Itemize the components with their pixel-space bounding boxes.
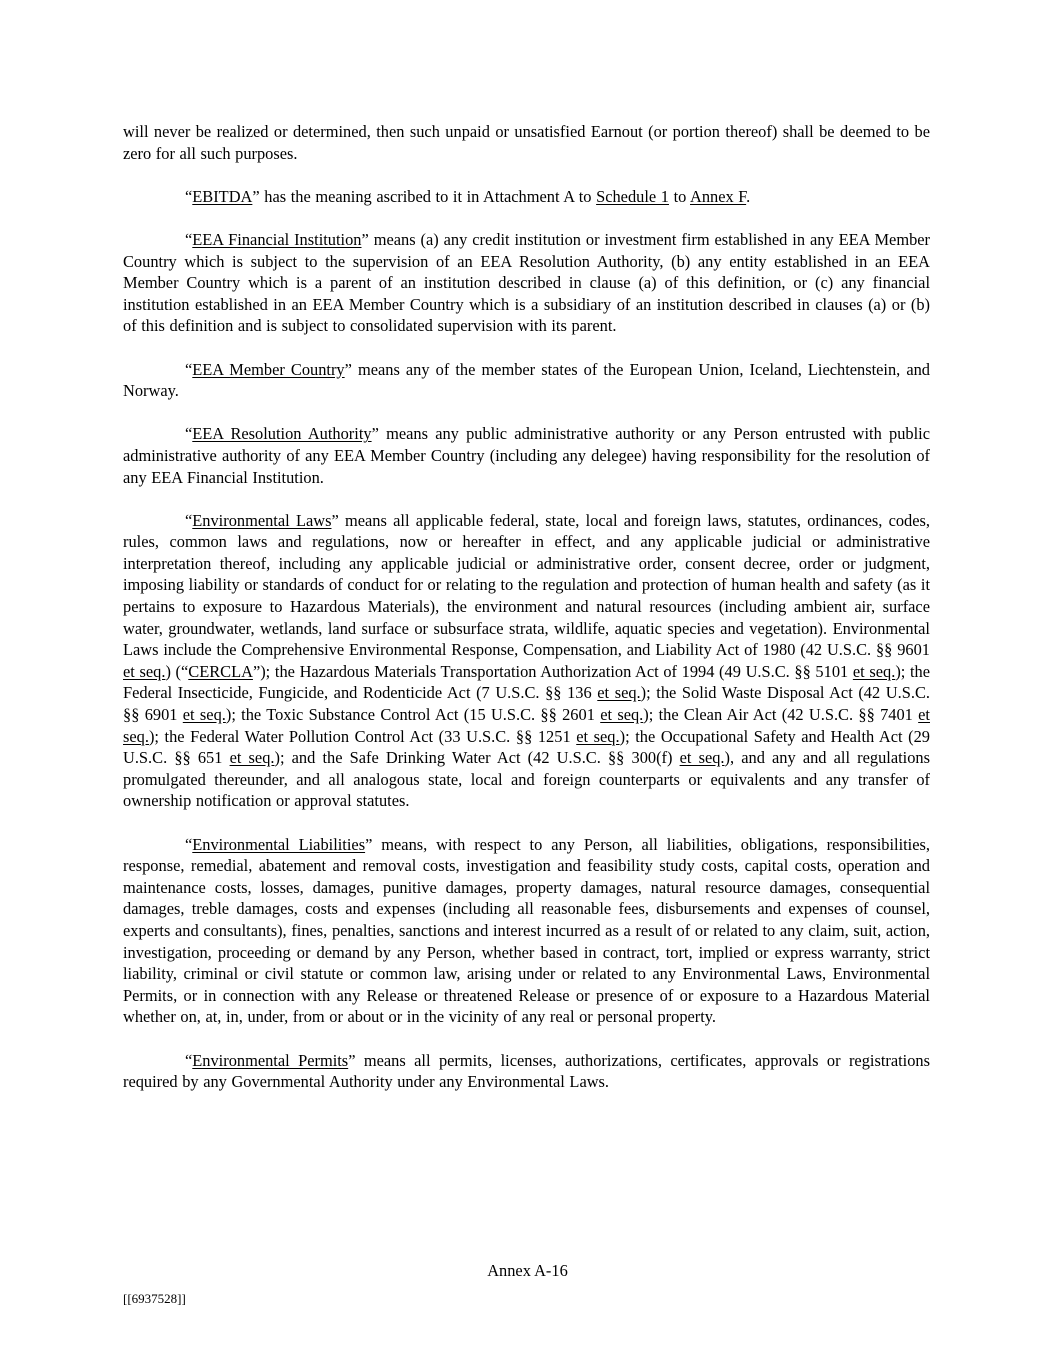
para-ebitda-definition xyxy=(123,186,930,208)
text-run: ); the Federal Insecticide, Fungicide, and Rodenticide Act (7 U.S.C. §§ 136 xyxy=(123,661,931,703)
text-run: “ xyxy=(185,229,193,249)
underlined-term: et seq. xyxy=(852,661,896,681)
text-run: ” means, with respect to any Person, all liabilities, obligations, responsibilities, response, remedial, abatement and removal costs, investigation and feasibility study costs, capital costs, operation and maintenance costs, losses, damages, punitive damages, property damages, natural resource damages, consequential damages, treble damages, costs and expenses (including all reasonable fees, disbursements and expenses of counsel, experts and consultants), fines, penalties, sanctions and interest incurred as a result of or related to any claim, suit, action, investigation, proceeding or demand by any Person, whether based in contract, tort, implied or express warranty, strict liability, criminal or civil statute or common law, arising under or related to any Environmental Laws, Environmental Permits, or in connection with any Release or threatened Release or presence of or exposure to a Hazardous Material whether on, at, in, under, from or about or in the vicinity of any real or personal property. xyxy=(123,834,930,1027)
underlined-term: et seq. xyxy=(600,705,644,725)
underlined-term: Annex F xyxy=(690,186,747,206)
text-run: ); the Clean Air Act (42 U.S.C. §§ 7401 xyxy=(643,705,919,725)
underlined-term: EEA Financial Institution xyxy=(192,229,362,249)
text-run: to xyxy=(668,186,691,206)
text-run: “ xyxy=(185,834,193,854)
text-run: “ xyxy=(185,510,193,530)
underlined-term: et seq. xyxy=(123,661,166,681)
text-run: ” means all applicable federal, state, local and foreign laws, statutes, ordinances, codes, rules, common laws and regulations, now or hereafter in effect, and any applicable judicial or administrative interpretation thereof, including any applicable judicial or administrative order, consent decree, order or judgment, imposing liability or standards of conduct for or relating to the regulation and protection of human health and safety (as it pertains to exposure to Hazardous Materials), the environment and natural resources (including ambient air, surface water, groundwater, wetlands, land surface or subsurface strata, wildlife, aquatic species and vegetation). Environmental Laws include the Comprehensive Environmental Response, Compensation, and Liability Act of 1980 (42 U.S.C. §§ 9601 xyxy=(123,510,930,660)
text-run: . xyxy=(746,186,751,206)
text-run: ” means all permits, licenses, authorizations, certificates, approvals or registrations required by any Governmental Authority under any Environmental Laws. xyxy=(123,1050,930,1092)
underlined-term: EEA Resolution Authority xyxy=(192,424,372,444)
text-run: ”); the Hazardous Materials Transportation Authorization Act of 1994 (49 U.S.C. §§ 5101 xyxy=(252,661,853,681)
text-run: ); the Solid Waste Disposal Act (42 U.S.C. §§ 6901 xyxy=(123,683,930,725)
text-run: will never be realized or determined, then such unpaid or unsatisfied Earnout (or portion thereof) shall be deemed to be zero for all such purposes. xyxy=(123,122,930,163)
underlined-term: et seq. xyxy=(229,748,275,768)
underlined-term: EEA Member Country xyxy=(192,359,345,379)
text-run: ); the Federal Water Pollution Control Act (33 U.S.C. §§ 1251 xyxy=(148,726,577,746)
text-run: “ xyxy=(185,1050,193,1070)
text-run: “ xyxy=(185,424,193,444)
text-run: ); the Occupational Safety and Health Act (29 U.S.C. §§ 651 xyxy=(123,726,931,768)
para-eea-member-country-definition xyxy=(123,359,930,402)
underlined-term: Environmental Laws xyxy=(192,510,332,530)
text-run: ” means (a) any credit institution or investment firm established in any EEA Member Country which is subject to the supervision of an EEA Resolution Authority, (b) any entity established in an EEA Member Country which is a parent of an institution described in clause (a) of this definition, or (c) any financial institution established in an EEA Member Country which is a subsidiary of an institution described in clauses (a) or (b) of this definition and is subject to consolidated supervision with its parent. xyxy=(123,229,930,336)
text-run: “ xyxy=(185,359,193,379)
text-run: ” means any of the member states of the European Union, Iceland, Liechtenstein, and Norway. xyxy=(123,359,931,401)
underlined-term: et seq. xyxy=(576,726,620,746)
document-body xyxy=(123,121,930,1093)
text-run: “ xyxy=(185,186,193,206)
page-footer-doc-number: [[6937528]] xyxy=(123,1291,186,1306)
underlined-term: et seq. xyxy=(123,705,930,746)
underlined-term: Environmental Liabilities xyxy=(192,834,366,854)
text-run: ” means any public administrative authority or any Person entrusted with public administrative authority of any EEA Member Country (including any delegee) having responsibility for the resolution of any EEA Financial Institution. xyxy=(123,424,930,487)
underlined-term: Environmental Permits xyxy=(192,1050,349,1070)
text-run: ), and any and all regulations promulgated thereunder, and all analogous state, local and foreign counterparts or equivalents and any transfer of ownership notification or approval statutes. xyxy=(123,748,930,811)
text-run: ) (“ xyxy=(165,661,189,681)
text-run: ); and the Safe Drinking Water Act (42 U.S.C. §§ 300(f) xyxy=(274,748,680,768)
page-footer-annex-label: Annex A-16 xyxy=(487,1261,568,1280)
para-environmental-permits-definition xyxy=(123,1050,930,1093)
underlined-term: Schedule 1 xyxy=(596,186,669,206)
text-run: ); the Toxic Substance Control Act (15 U.S.C. §§ 2601 xyxy=(225,705,601,725)
underlined-term: CERCLA xyxy=(188,661,253,681)
para-environmental-liabilities-definition xyxy=(123,834,930,1028)
underlined-term: et seq. xyxy=(679,748,725,768)
para-environmental-laws-definition xyxy=(123,510,930,812)
underlined-term: et seq. xyxy=(597,683,641,703)
para-earnout-continuation xyxy=(123,121,930,164)
para-eea-financial-institution-definition xyxy=(123,229,930,337)
underlined-term: EBITDA xyxy=(192,186,253,206)
text-run: ” has the meaning ascribed to it in Attachment A to xyxy=(252,186,597,206)
para-eea-resolution-authority-definition xyxy=(123,423,930,488)
underlined-term: et seq. xyxy=(182,705,226,725)
